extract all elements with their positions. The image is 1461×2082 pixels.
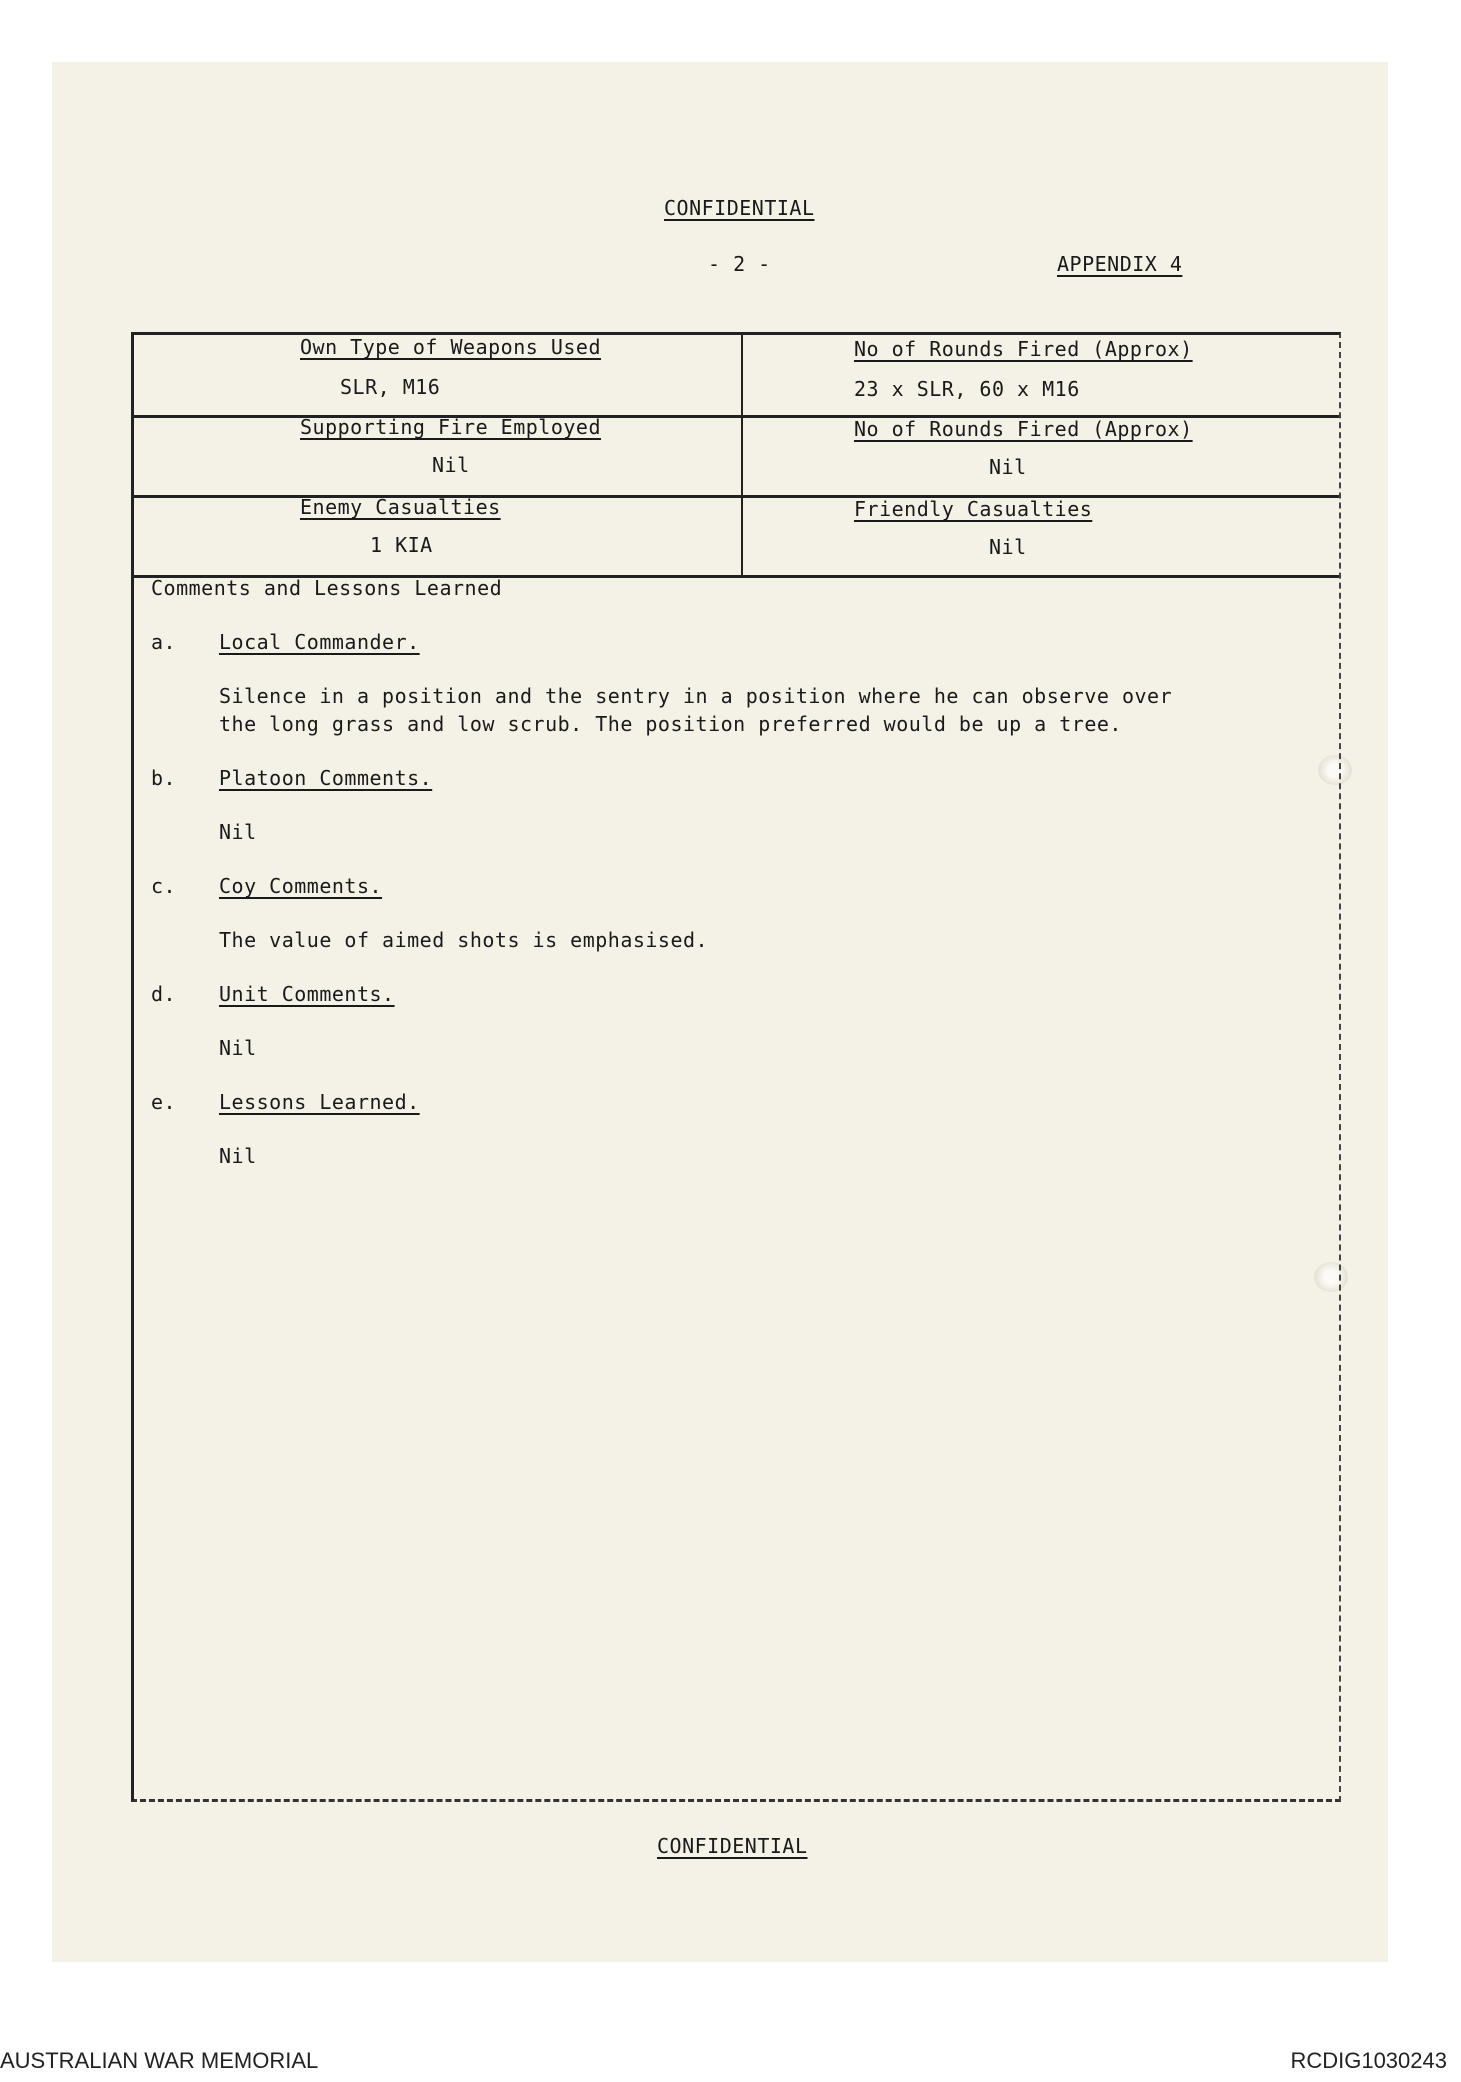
report-form [131, 332, 1341, 1802]
comment-letter: c. [151, 874, 177, 898]
supporting-fire-label: Supporting Fire Employed [300, 415, 601, 439]
support-rounds-label: No of Rounds Fired (Approx) [854, 417, 1193, 441]
comment-letter: a. [151, 630, 177, 654]
archive-name: AUSTRALIAN WAR MEMORIAL [0, 2048, 319, 2073]
rounds-fired-value: 23 x SLR, 60 x M16 [854, 377, 1080, 401]
friendly-casualties-label: Friendly Casualties [854, 497, 1093, 521]
enemy-casualties-label: Enemy Casualties [300, 495, 501, 519]
comment-line: Nil [219, 1144, 257, 1168]
enemy-casualties-value: 1 KIA [370, 533, 433, 557]
classification-bottom: CONFIDENTIAL [657, 1834, 808, 1858]
appendix-label: APPENDIX 4 [1057, 252, 1183, 276]
comment-title: Platoon Comments. [219, 766, 433, 790]
comment-line: the long grass and low scrub. The position preferred would be up a tree. [219, 712, 1122, 736]
support-rounds-value: Nil [989, 455, 1027, 479]
own-weapons-value: SLR, M16 [340, 375, 441, 399]
page-number: - 2 - [708, 252, 771, 276]
rounds-fired-label: No of Rounds Fired (Approx) [854, 337, 1193, 361]
comment-line: Nil [219, 820, 257, 844]
supporting-fire-value: Nil [432, 453, 470, 477]
comment-title: Unit Comments. [219, 982, 395, 1006]
comment-line: The value of aimed shots is emphasised. [219, 928, 709, 952]
friendly-casualties-value: Nil [989, 535, 1027, 559]
comment-line: Nil [219, 1036, 257, 1060]
comments-heading: Comments and Lessons Learned [151, 576, 503, 600]
comment-line: Silence in a position and the sentry in a position where he can observe over [219, 684, 1173, 708]
comment-title: Coy Comments. [219, 874, 383, 898]
comment-letter: e. [151, 1090, 177, 1114]
comment-letter: d. [151, 982, 177, 1006]
comment-title: Local Commander. [219, 630, 420, 654]
own-weapons-label: Own Type of Weapons Used [300, 335, 601, 359]
classification-top: CONFIDENTIAL [664, 196, 815, 220]
archive-id: RCDIG1030243 [1290, 2048, 1447, 2073]
comment-title: Lessons Learned. [219, 1090, 420, 1114]
comment-letter: b. [151, 766, 177, 790]
